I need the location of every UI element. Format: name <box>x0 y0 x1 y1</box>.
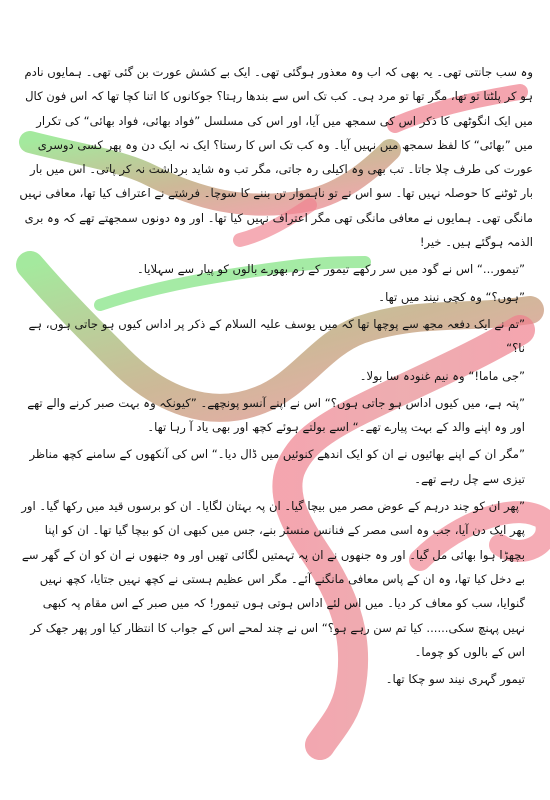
paragraph-7: ”مگر ان کے اپنے بھائیوں نے ان کو ایک اندھے کنوئیں میں ڈال دیا۔“ اس کی آنکھوں کے سامنے کچھ مناظر تیزی سے چل رہے تھے۔ <box>29 447 525 486</box>
paragraph-9: تیمور گہری نیند سو چکا تھا۔ <box>385 672 525 687</box>
paragraph-3: ”ہوں؟“ وہ کچی نیند میں تھا۔ <box>378 289 525 304</box>
paragraph-1: وہ سب جانتی تھی۔ یہ بھی کہ اب وہ معذور ہوگئی تھی۔ ایک بے کشش عورت بن گئی تھی۔ ہمایوں نادم ہو کر پلٹتا تو تھا، مگر تھا تو مرد ہی۔ کب تک اس سے بندھا رہتا؟ جوکانوں کا اتنا کچا تھا کہ اس فون کال میں ایک انگوٹھی کا ذکر اس کی سمجھ میں آیا، اور اس کی مسلسل ”فواد بھائی، فواد بھائی“ کی تکرار میں ”بھائی“ کا لفظ سمجھ میں نہیں آیا۔ وہ کب تک اس کا رستا؟ ایک نہ ایک دن وہ پھر کسی دوسری عورت کی طرف چلا جاتا۔ تب بھی وہ اکیلی رہ جاتی، مگر تب وہ شاید برداشت نہ کر پاتی۔ اس میں بار بار ٹوٹنے کا حوصلہ نہیں تھا۔ سو اس نے تو ناہموار تن بننے کا سوچا۔ فرشتے نے اعتراف کیا تھا، معافی نہیں مانگی تھی۔ ہمایوں نے معافی مانگی تھی مگر اعتراف نہیں کیا تھا۔ اور وہ دونوں سمجھتے تھے کہ وہ بری الذمہ ہوگئے ہیں۔ خیر! <box>19 65 533 250</box>
paragraph-5: ”جی ماما!“ وہ نیم غنودہ سا بولا۔ <box>359 368 525 383</box>
paragraph-2: ”تیمور...“ اس نے گود میں سر رکھے تیمور کے زم بھورے بالوں کو پیار سے سہلایا۔ <box>136 262 525 277</box>
paragraph-8: ”پھر ان کو چند درہم کے عوض مصر میں بیچا گیا۔ ان پہ بہتان لگایا۔ ان کو برسوں قید میں رکھا گیا۔ اور پھر ایک دن آیا، جب وہ اسی مصر کے فنانس منسٹر بنے، جس میں کبھی ان کو بیچا گیا تھا۔ ان کو اپنا بچھڑا ہوا بھائی مل گیا۔ اور وہ جنھوں نے ان پہ تہمتیں لگائی تھیں اور وہ جنھوں نے ان کو ان کے گھر سے بے دخل کیا تھا، وہ ان کے پاس معافی مانگنے آئے۔ مگر اس عظیم ہستی نے کچھ نہیں جتایا، کچھ نہیں گنوایا، سب کو معاف کر دیا۔ میں اس لئے اداس ہوتی ہوں تیمور! کہ میں صبر کے اس مقام پہ کبھی نہیں پہنچ سکی...... کیا تم سن رہے ہو؟“ اس نے چند لمحے اس کے جواب کا انتظار کیا اور پھر جھک کر اس کے بالوں کو چوما۔ <box>21 499 525 659</box>
paragraph-6: ”پتہ ہے، میں کیوں اداس ہو جاتی ہوں؟“ اس نے اپنے آنسو پونچھے۔ ”کیونکہ وہ بہت صبر کرنے والے تھے اور وہ اپنے والد کے بہت پیارے تھے۔“ اسے بولتے ہوئے کچھ اور بھی یاد آ رہا تھا۔ <box>27 395 525 435</box>
paragraph-4: ”تم نے ایک دفعہ مجھ سے پوچھا تھا کہ میں یوسف علیہ السلام کے ذکر پر اداس کیوں ہو جاتی ہوں، ہے نا؟“ <box>28 316 525 356</box>
urdu-text-body <box>18 60 533 694</box>
